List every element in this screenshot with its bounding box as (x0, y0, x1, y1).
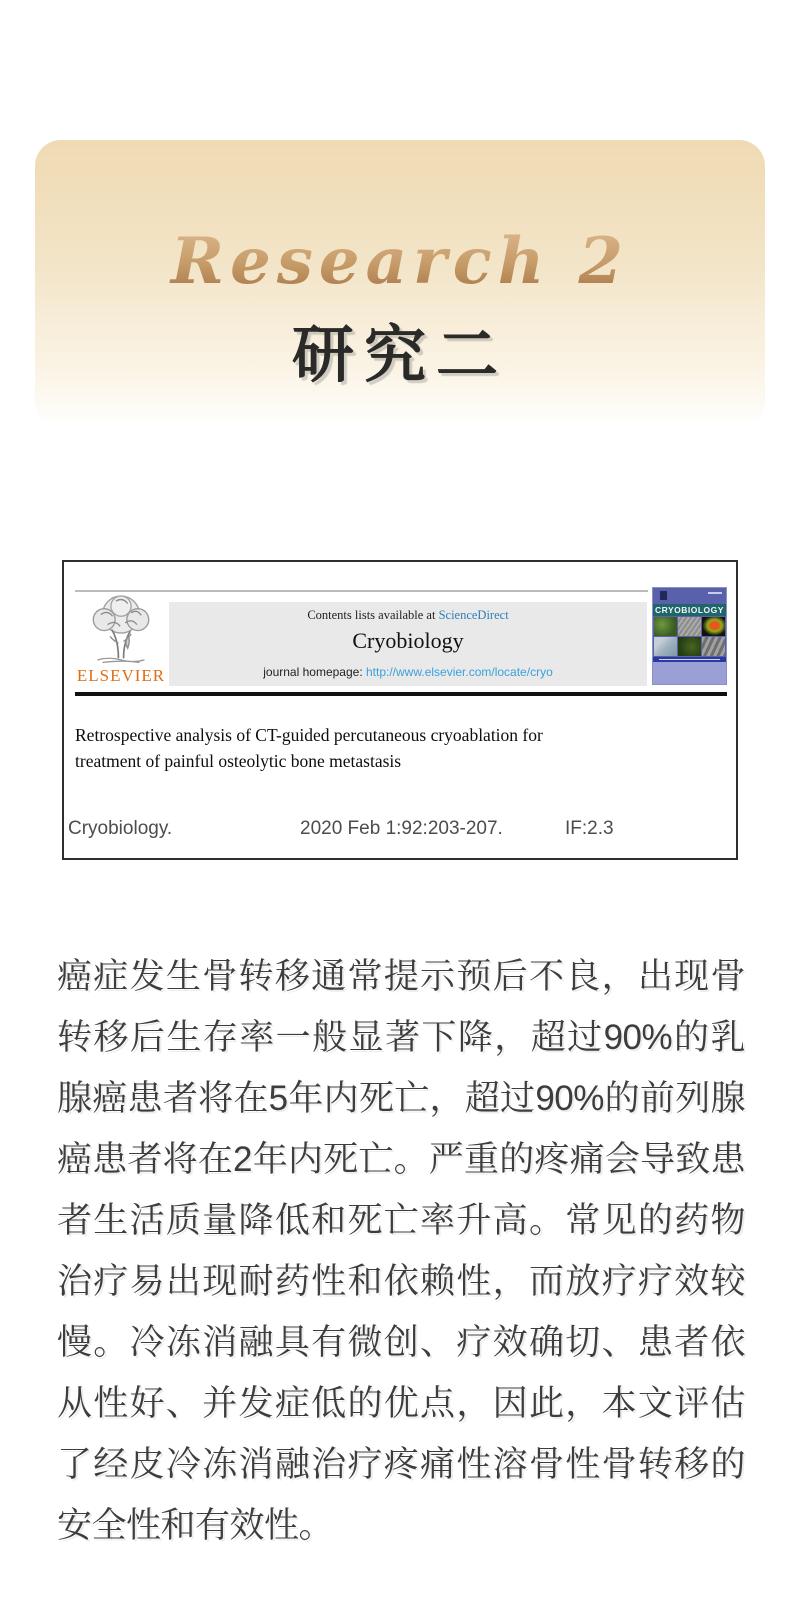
citation-journal: Cryobiology. (68, 818, 173, 839)
citation-date-pages: 2020 Feb 1:92:203-207. (300, 818, 503, 839)
homepage-line (169, 665, 647, 679)
paper-title (75, 722, 635, 774)
cover-thumbnail-icon (654, 617, 677, 636)
contents-line (169, 608, 647, 623)
abstract-paragraph: 癌症发生骨转移通常提示预后不良，出现骨转移后生存率一般显著下降，超过90%的乳腺癌患者将在5年内死亡，超过90%的前列腺癌患者将在2年内死亡。严重的疼痛会导致患者生活质量降低和死亡率升高。常见的药物治疗易出现耐药性和依赖性，而放疗疗效较慢。冷冻消融具有微创、疗效确切、患者依从性好、并发症低的优点，因此，本文评估了经皮冷冻消融治疗疼痛性溶骨性骨转移的安全性和有效性。 (57, 957, 745, 1545)
paper-title-line1: Retrospective analysis of CT-guided percutaneous cryoablation for (75, 725, 543, 745)
journal-name: Cryobiology (352, 628, 464, 653)
cover-top-band (653, 588, 726, 604)
cover-thumbnail-icon (678, 637, 701, 656)
contents-line-prefix: Contents lists available at (307, 608, 439, 622)
cover-issue-mark (708, 592, 722, 594)
header-bottom-rule (75, 692, 727, 696)
citation-impact-factor: IF:2.3 (565, 818, 614, 839)
cover-footer (653, 662, 726, 685)
cover-thumbnail-icon (678, 617, 701, 636)
cover-thumbnail-icon (654, 637, 677, 656)
citation-row (64, 818, 736, 844)
homepage-url-link[interactable]: http://www.elsevier.com/locate/cryo (366, 665, 553, 679)
cover-title: CRYOBIOLOGY (653, 604, 726, 616)
sciencedirect-link[interactable]: ScienceDirect (438, 608, 509, 622)
cover-thumbnail-grid (653, 616, 726, 656)
journal-cover (652, 587, 727, 685)
cover-publisher-glyph-icon (660, 591, 667, 600)
journal-header-banner (169, 602, 647, 686)
elsevier-logo (75, 592, 167, 690)
hero-title-english: Research 2 (0, 230, 800, 294)
elsevier-tree-logo-icon (79, 592, 163, 664)
paper-title-line2: treatment of painful osteolytic bone metastasis (75, 751, 402, 771)
hero-title-chinese: 研究二 (291, 318, 508, 391)
homepage-line-prefix: journal homepage: (263, 665, 366, 679)
paper-citation-card (62, 560, 738, 860)
cover-thumbnail-icon (702, 617, 725, 636)
elsevier-wordmark: ELSEVIER (76, 666, 166, 685)
cover-thumbnail-icon (702, 637, 725, 656)
